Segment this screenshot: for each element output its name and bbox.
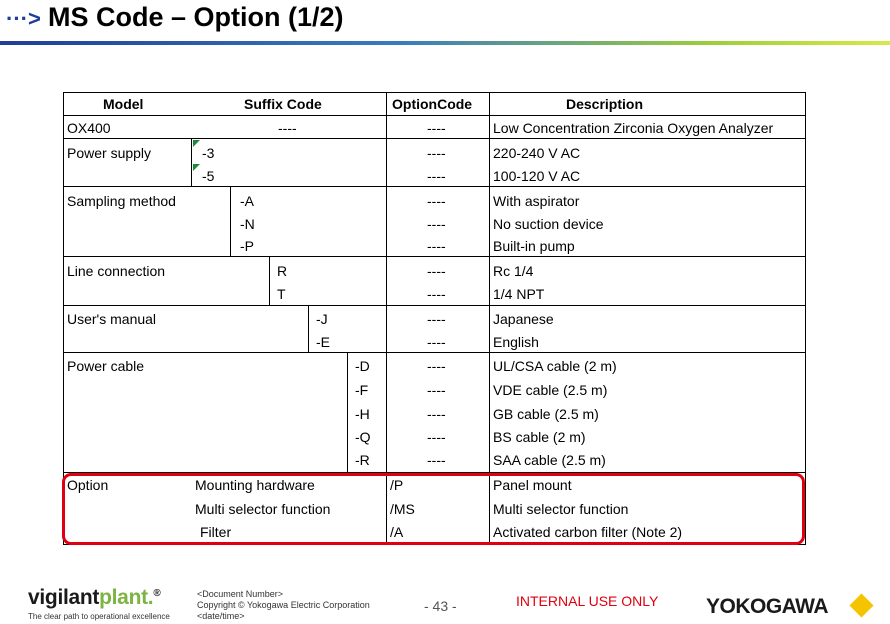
table-cell-description: VDE cable (2.5 m) <box>493 382 608 398</box>
table-cell-suffix: -N <box>240 216 255 232</box>
stair-horizontal <box>191 138 387 139</box>
table-cell-model: OX400 <box>67 120 111 136</box>
stair-vertical <box>191 138 192 186</box>
logo-accent-text: plant. <box>99 586 154 609</box>
table-border-right <box>805 92 806 545</box>
option-highlight-box <box>62 473 805 545</box>
table-cell-suffix: -R <box>355 452 370 468</box>
logo-registered-mark: ® <box>153 588 161 599</box>
logo-tagline: The clear path to operational excellence <box>28 612 170 621</box>
option-label: Option <box>67 477 109 493</box>
table-cell-option: ---- <box>427 382 446 398</box>
table-cell-suffix: -Q <box>355 429 371 445</box>
document-meta <box>197 589 370 622</box>
yokogawa-logo: YOKOGAWA <box>706 595 829 618</box>
table-cell-suffix: ---- <box>278 120 297 136</box>
table-cell-suffix: -A <box>240 193 254 209</box>
table-cell-option: ---- <box>427 145 446 161</box>
option-code: /MS <box>390 501 415 517</box>
option-name: Filter <box>200 524 232 540</box>
copyright-text: Copyright © Yokogawa Electric Corporation <box>197 600 370 610</box>
table-cell-model: User's manual <box>67 311 157 327</box>
row-divider <box>63 352 806 353</box>
table-cell-option: ---- <box>427 193 446 209</box>
table-cell-description: GB cable (2.5 m) <box>493 406 599 422</box>
table-cell-description: Built-in pump <box>493 238 575 254</box>
internal-use-label: INTERNAL USE ONLY <box>516 593 659 609</box>
title-divider <box>0 41 890 45</box>
table-cell-suffix: -F <box>355 382 369 398</box>
table-cell-description: Japanese <box>493 311 554 327</box>
option-description: Panel mount <box>493 477 572 493</box>
row-divider <box>63 186 806 187</box>
table-cell-option: ---- <box>427 263 446 279</box>
table-cell-suffix: -D <box>355 358 370 374</box>
table-cell-option: ---- <box>427 429 446 445</box>
table-cell-suffix: -E <box>316 334 330 350</box>
stair-vertical <box>230 186 231 256</box>
stair-horizontal <box>230 256 270 257</box>
document-number: <Document Number> <box>197 589 284 599</box>
table-cell-description: 1/4 NPT <box>493 286 545 302</box>
table-cell-suffix: -3 <box>202 145 215 161</box>
table-cell-model: Line connection <box>67 263 166 279</box>
header-model: Model <box>103 96 144 112</box>
table-cell-option: ---- <box>427 358 446 374</box>
option-name: Mounting hardware <box>195 477 315 493</box>
comment-marker-icon <box>193 140 200 147</box>
header-underline <box>63 115 806 116</box>
option-description: Activated carbon filter (Note 2) <box>493 524 683 540</box>
logo-main-text: vigilant <box>28 586 100 609</box>
stair-horizontal <box>269 305 309 306</box>
page-title: MS Code – Option (1/2) <box>48 2 344 32</box>
table-cell-option: ---- <box>427 406 446 422</box>
table-cell-option: ---- <box>427 216 446 232</box>
option-name: Multi selector function <box>195 501 331 517</box>
table-cell-description: UL/CSA cable (2 m) <box>493 358 617 374</box>
table-cell-description: English <box>493 334 539 350</box>
option-code: /P <box>390 477 404 493</box>
table-cell-option: ---- <box>427 286 446 302</box>
table-cell-description: 100-120 V AC <box>493 168 581 184</box>
table-cell-suffix: -J <box>316 311 328 327</box>
table-cell-suffix: T <box>277 286 286 302</box>
table-cell-model: Power cable <box>67 358 145 374</box>
table-cell-model: Sampling method <box>67 193 176 209</box>
comment-marker-icon <box>193 164 200 171</box>
yokogawa-diamond-icon <box>849 593 873 617</box>
table-cell-suffix: -5 <box>202 168 215 184</box>
header-description: Description <box>566 96 644 112</box>
table-cell-option: ---- <box>427 311 446 327</box>
table-cell-suffix: -H <box>355 406 370 422</box>
stair-horizontal <box>308 352 348 353</box>
ms-code-table <box>63 92 806 545</box>
header-option-code: OptionCode <box>392 96 473 112</box>
table-cell-description: Low Concentration Zirconia Oxygen Analyzer <box>493 120 774 136</box>
option-description: Multi selector function <box>493 501 629 517</box>
row-divider <box>63 256 806 257</box>
table-cell-option: ---- <box>427 334 446 350</box>
vigilantplant-logo <box>28 586 160 610</box>
document-date: <date/time> <box>197 611 245 621</box>
title-arrow-icon: ···> <box>6 6 41 31</box>
row-divider <box>63 305 806 306</box>
table-border-top <box>63 92 806 93</box>
header-suffix-code: Suffix Code <box>244 96 322 112</box>
table-cell-model: Power supply <box>67 145 152 161</box>
title-bar <box>0 0 890 44</box>
stair-horizontal <box>191 186 231 187</box>
table-cell-description: BS cable (2 m) <box>493 429 586 445</box>
table-cell-suffix: -P <box>240 238 254 254</box>
table-cell-option: ---- <box>427 452 446 468</box>
stair-vertical <box>269 256 270 305</box>
table-cell-option: ---- <box>427 168 446 184</box>
stair-vertical <box>308 305 309 352</box>
stair-vertical <box>347 352 348 472</box>
table-cell-option: ---- <box>427 120 446 136</box>
table-cell-suffix: R <box>277 263 288 279</box>
table-cell-description: SAA cable (2.5 m) <box>493 452 606 468</box>
table-cell-description: Rc 1/4 <box>493 263 534 279</box>
table-cell-description: With aspirator <box>493 193 580 209</box>
table-cell-option: ---- <box>427 238 446 254</box>
option-code: /A <box>390 524 404 540</box>
table-cell-description: 220-240 V AC <box>493 145 581 161</box>
row-divider <box>63 138 806 139</box>
table-cell-description: No suction device <box>493 216 604 232</box>
page-number: - 43 - <box>424 598 457 614</box>
